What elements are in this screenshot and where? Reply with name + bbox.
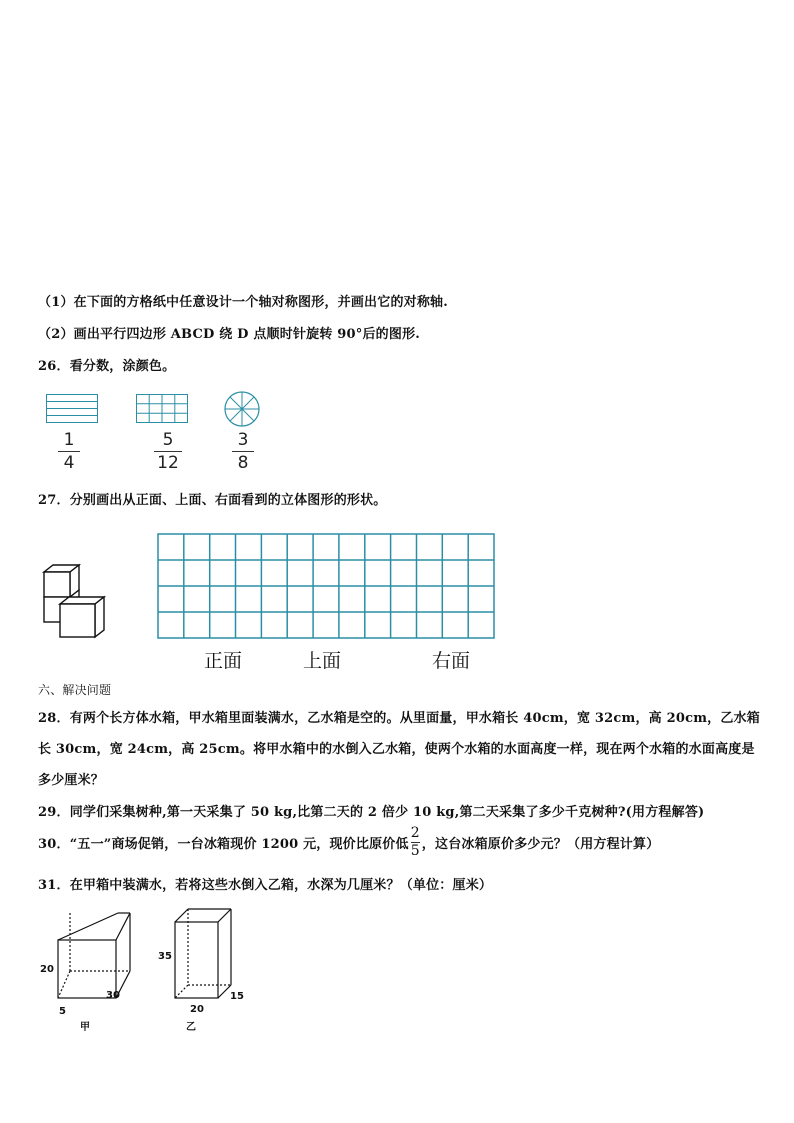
box-a-name: 甲 bbox=[80, 1022, 90, 1033]
label-right-view: 右面 bbox=[432, 650, 471, 672]
fraction-bar bbox=[154, 451, 182, 452]
q27-text: 27．分别画出从正面、上面、右面看到的立体图形的形状。 bbox=[38, 493, 387, 508]
q30-before: 30．“五一”商场促销，一台冰箱现价 1200 元，现价比原价低 bbox=[38, 837, 409, 852]
box-a-width: 5 bbox=[59, 1006, 66, 1017]
fraction-figure-eighths bbox=[223, 390, 261, 428]
fraction-bar bbox=[232, 451, 254, 452]
q30-fraction bbox=[411, 826, 420, 859]
box-b-figure bbox=[170, 906, 240, 1002]
fraction-three-eighths bbox=[232, 431, 254, 472]
grid-paper[interactable] bbox=[157, 533, 497, 641]
box-a-figure bbox=[52, 908, 142, 1004]
fraction-denominator: 8 bbox=[237, 453, 249, 473]
q28-line3: 多少厘米？ bbox=[38, 773, 105, 788]
fraction-figure-quarters bbox=[46, 394, 100, 424]
q25-part1: （1）在下面的方格纸中任意设计一个轴对称图形，并画出它的对称轴. bbox=[38, 295, 448, 310]
cube-stack-figure bbox=[40, 562, 112, 640]
fraction-denominator: 4 bbox=[63, 453, 75, 473]
box-b-width: 20 bbox=[190, 1004, 204, 1015]
label-top-view: 上面 bbox=[303, 650, 342, 672]
q29-text: 29．同学们采集树种,第一天采集了 50 kg,比第二天的 2 倍少 10 kg,第二天采集了多少千克树种?(用方程解答) bbox=[38, 805, 705, 820]
box-a-height: 20 bbox=[40, 964, 54, 975]
section-title: 六、解决问题 bbox=[38, 683, 112, 697]
fraction-five-twelfths bbox=[154, 431, 182, 472]
fraction-bar bbox=[58, 451, 80, 452]
fraction-numerator: 1 bbox=[63, 430, 75, 450]
fraction-numerator: 3 bbox=[237, 430, 249, 450]
box-a-length: 30 bbox=[106, 990, 120, 1001]
q30-after: ，这台冰箱原价多少元？（用方程计算） bbox=[421, 837, 660, 852]
q26-text: 26．看分数，涂颜色。 bbox=[38, 359, 176, 374]
fraction-numerator: 2 bbox=[410, 825, 420, 841]
q30-text bbox=[38, 825, 660, 861]
fraction-denominator: 5 bbox=[410, 843, 420, 859]
q28-line1: 28．有两个长方体水箱，甲水箱里面装满水，乙水箱是空的。从里面量，甲水箱长 40cm，宽 32cm，高 20cm，乙水箱 bbox=[38, 711, 760, 726]
q28-line2: 长 30cm，宽 24cm，高 25cm。将甲水箱中的水倒入乙水箱，使两个水箱的水面高度一样，现在两个水箱的水面高度是 bbox=[38, 742, 755, 757]
box-b-height: 35 bbox=[158, 951, 172, 962]
fraction-one-quarter bbox=[58, 431, 80, 472]
fraction-numerator: 5 bbox=[162, 430, 174, 450]
box-b-name: 乙 bbox=[186, 1022, 196, 1033]
q25-part2: （2）画出平行四边形 ABCD 绕 D 点顺时针旋转 90°后的图形. bbox=[38, 327, 421, 342]
fraction-figure-twelfths bbox=[136, 394, 190, 424]
box-b-depth: 15 bbox=[230, 991, 244, 1002]
label-front-view: 正面 bbox=[204, 650, 243, 672]
fraction-denominator: 12 bbox=[157, 453, 179, 473]
q31-text: 31．在甲箱中装满水，若将这些水倒入乙箱，水深为几厘米？（单位：厘米） bbox=[38, 878, 493, 893]
